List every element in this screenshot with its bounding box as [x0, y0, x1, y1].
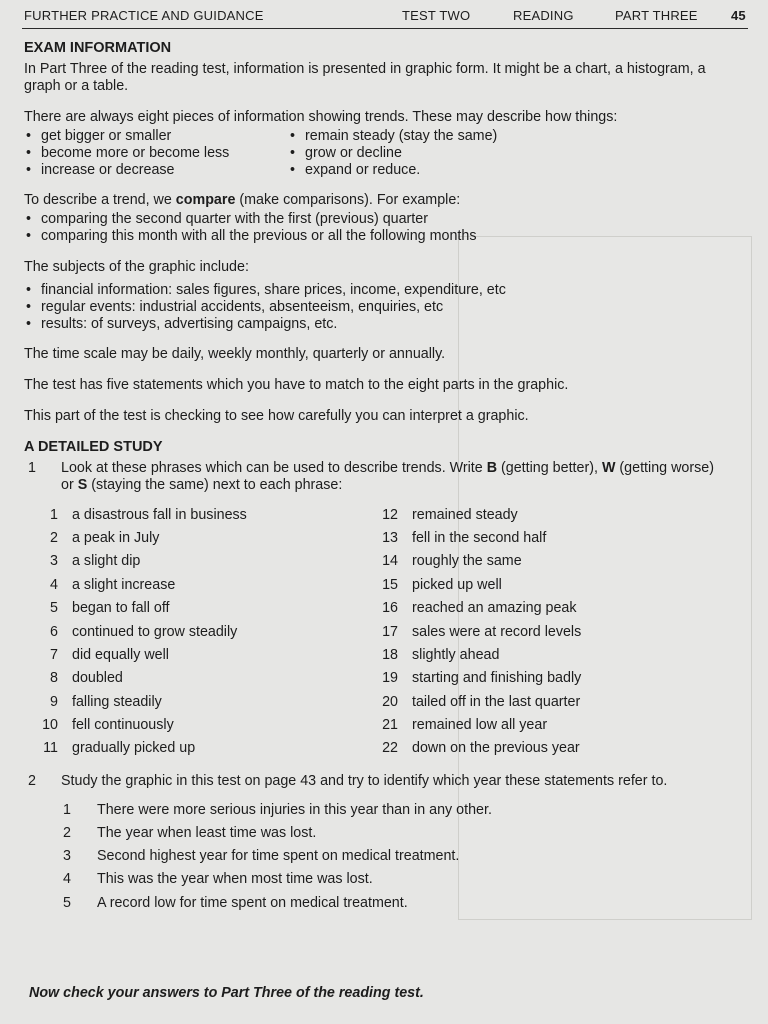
phrase-text: falling steadily: [72, 693, 162, 710]
phrase-number: 2: [50, 529, 58, 546]
phrase-text: roughly the same: [412, 553, 522, 570]
phrase-item: [24, 503, 374, 526]
detailed-study-heading: A DETAILED STUDY: [24, 439, 163, 456]
compare-text-pre: To describe a trend, we: [24, 192, 176, 209]
task-1-text-a: Look at these phrases which can be used to describe trends. Write: [61, 460, 487, 477]
phrase-item: [24, 714, 374, 737]
subject-item: • results: of surveys, advertising campaigns, etc.: [24, 316, 724, 333]
phrase-text: sales were at record levels: [412, 623, 582, 640]
exam-information-heading: EXAM INFORMATION: [24, 40, 172, 56]
statement-text: This was the year when most time was lost.: [97, 871, 373, 888]
phrase-number: 17: [382, 623, 398, 640]
statement-number: 2: [63, 824, 71, 841]
phrase-list: [24, 503, 724, 760]
time-scale-paragraph: The time scale may be daily, weekly monthly, quarterly or annually.: [24, 346, 446, 363]
phrase-number: 13: [382, 529, 398, 546]
phrase-text: reached an amazing peak: [412, 600, 577, 617]
phrase-text: a slight dip: [72, 553, 141, 570]
phrase-item: [374, 667, 724, 690]
phrase-text: down on the previous year: [412, 740, 580, 757]
phrase-number: 3: [50, 553, 58, 570]
compare-bold: compare: [175, 192, 236, 209]
statement-number: 3: [63, 848, 71, 865]
phrase-number: 9: [50, 693, 58, 710]
phrase-item: [24, 527, 374, 550]
phrase-text: doubled: [72, 670, 123, 687]
phrase-item: [24, 667, 374, 690]
statement-item: [61, 891, 724, 914]
trend-item: • increase or decrease: [24, 162, 288, 179]
statement-list: [24, 799, 724, 915]
intro-paragraph: In Part Three of the reading test, information is presented in graphic form. It might be a chart, a histogram, a graph or a table.: [24, 61, 706, 94]
phrase-item: [24, 644, 374, 667]
phrase-item: [24, 597, 374, 620]
phrase-number: 10: [42, 717, 58, 734]
phrase-item: [374, 691, 724, 714]
phrase-text: picked up well: [412, 576, 502, 593]
phrase-item: [24, 737, 374, 760]
page-number: 45: [731, 8, 746, 23]
phrase-number: 4: [50, 576, 58, 593]
phrase-item: [24, 620, 374, 643]
phrase-text: remained low all year: [412, 717, 548, 734]
phrase-text: a peak in July: [72, 529, 160, 546]
trend-item: • remain steady (stay the same): [288, 128, 552, 145]
trends-list: [24, 126, 724, 178]
phrase-text: did equally well: [72, 646, 169, 663]
task-2: [24, 773, 724, 790]
phrase-number: 8: [50, 670, 58, 687]
phrase-number: 18: [382, 646, 398, 663]
subjects-list: [24, 282, 724, 332]
phrase-text: gradually picked up: [72, 740, 196, 757]
phrase-item: [24, 574, 374, 597]
phrase-item: [374, 527, 724, 550]
phrase-item: [374, 550, 724, 573]
phrase-list-left: [24, 503, 374, 760]
phrase-item: [24, 691, 374, 714]
phrase-list-right: [374, 503, 724, 760]
phrase-number: 7: [50, 646, 58, 663]
task-2-number: 2: [28, 772, 36, 789]
phrase-item: [374, 714, 724, 737]
phrase-number: 19: [382, 670, 398, 687]
header-section-title: FURTHER PRACTICE AND GUIDANCE: [24, 8, 264, 23]
phrase-text: a disastrous fall in business: [72, 506, 247, 523]
trends-list-right: [288, 128, 552, 178]
page-content: [24, 40, 724, 915]
statement-item: [61, 799, 724, 822]
statement-item: [61, 822, 724, 845]
compare-text-post: (make comparisons). For example:: [235, 192, 461, 209]
phrase-text: began to fall off: [72, 600, 170, 617]
task-1: [24, 460, 724, 494]
task-1-number: 1: [28, 460, 36, 477]
trend-item: • get bigger or smaller: [24, 128, 288, 145]
phrase-item: [24, 550, 374, 573]
phrase-number: 16: [382, 600, 398, 617]
phrase-number: 5: [50, 600, 58, 617]
phrase-text: fell in the second half: [412, 529, 547, 546]
phrase-text: fell continuously: [72, 717, 174, 734]
checking-paragraph: This part of the test is checking to see how carefully you can interpret a graphic.: [24, 408, 529, 425]
statement-number: 5: [63, 894, 71, 911]
statement-item: [61, 868, 724, 891]
phrase-number: 21: [382, 717, 398, 734]
five-statements-paragraph: The test has five statements which you have to match to the eight parts in the graphic.: [24, 377, 569, 394]
phrase-item: [374, 644, 724, 667]
phrase-text: a slight increase: [72, 576, 176, 593]
trends-intro: There are always eight pieces of information showing trends. These may describe how things:: [24, 109, 618, 125]
trends-list-left: [24, 128, 288, 178]
phrase-number: 12: [382, 506, 398, 523]
phrase-item: [374, 503, 724, 526]
task-1-text-c: (getting worse) or: [61, 460, 714, 494]
phrase-text: slightly ahead: [412, 646, 500, 663]
subject-item: • financial information: sales figures, share prices, income, expenditure, etc: [24, 282, 724, 299]
statement-item: [61, 845, 724, 868]
compare-paragraph: [24, 192, 724, 209]
compare-item: • comparing the second quarter with the first (previous) quarter: [24, 211, 724, 228]
phrase-item: [374, 737, 724, 760]
header-paper: READING: [513, 8, 574, 23]
statement-text: A record low for time spent on medical treatment.: [97, 894, 408, 911]
statement-number: 4: [63, 871, 71, 888]
task-1-letter-s: S: [77, 477, 88, 494]
task-1-letter-b: B: [486, 460, 498, 477]
task-1-text-d: (staying the same) next to each phrase:: [87, 477, 343, 494]
statement-text: There were more serious injuries in this year than in any other.: [97, 801, 492, 818]
phrase-text: continued to grow steadily: [72, 623, 238, 640]
phrase-number: 11: [43, 740, 58, 757]
trend-item: • expand or reduce.: [288, 162, 552, 179]
compare-list: [24, 211, 724, 245]
compare-item: • comparing this month with all the previous or all the following months: [24, 228, 724, 245]
statement-number: 1: [63, 801, 71, 818]
running-header: [24, 6, 748, 28]
phrase-text: tailed off in the last quarter: [412, 693, 581, 710]
phrase-item: [374, 620, 724, 643]
statement-text: The year when least time was lost.: [97, 824, 317, 841]
subject-item: • regular events: industrial accidents, absenteeism, enquiries, etc: [24, 299, 724, 316]
task-2-text: Study the graphic in this test on page 43 and try to identify which year these statements refer to.: [61, 772, 668, 789]
statement-text: Second highest year for time spent on medical treatment.: [97, 848, 460, 865]
phrase-number: 20: [382, 693, 398, 710]
task-1-letter-w: W: [601, 460, 616, 477]
task-1-text-b: (getting better),: [497, 460, 602, 477]
header-test: TEST TWO: [402, 8, 471, 23]
subjects-intro: The subjects of the graphic include:: [24, 258, 249, 275]
header-part: PART THREE: [615, 8, 698, 23]
phrase-item: [374, 597, 724, 620]
phrase-text: starting and finishing badly: [412, 670, 582, 687]
header-rule: [22, 28, 748, 29]
phrase-number: 22: [382, 740, 398, 757]
phrase-text: remained steady: [412, 506, 518, 523]
phrase-number: 6: [50, 623, 58, 640]
closing-instruction: Now check your answers to Part Three of the reading test.: [29, 985, 424, 1001]
phrase-item: [374, 574, 724, 597]
trend-item: • grow or decline: [288, 145, 552, 162]
phrase-number: 15: [382, 576, 398, 593]
phrase-number: 14: [382, 553, 398, 570]
phrase-number: 1: [50, 506, 58, 523]
trend-item: • become more or become less: [24, 145, 288, 162]
